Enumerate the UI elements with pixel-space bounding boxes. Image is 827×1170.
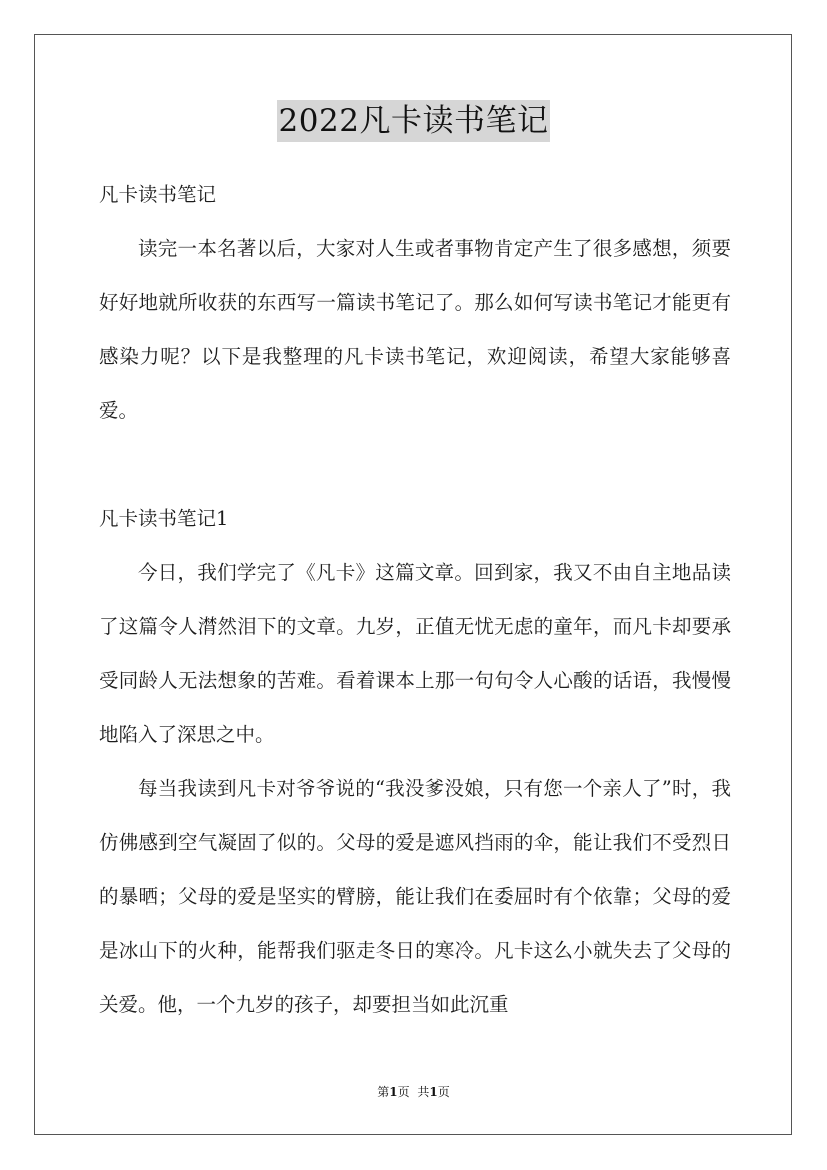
document-title: 2022凡卡读书笔记 [277,100,551,142]
section-spacer [99,438,731,492]
intro-heading: 凡卡读书笔记 [99,183,217,206]
total-prefix: 共 [417,1085,430,1099]
total-suffix: 页 [437,1085,450,1099]
document-body [99,168,731,1032]
section1-heading: 凡卡读书笔记1 [99,507,229,530]
title-container [0,100,827,142]
page-number: 1 [389,1085,398,1099]
page-total: 1 [429,1085,438,1099]
page-prefix: 第 [377,1085,390,1099]
page-footer [0,1083,827,1101]
section1-paragraph-1: 今日，我们学完了《凡卡》这篇文章。回到家，我又不由自主地品读了这篇令人潸然泪下的文章。九岁，正值无忧无虑的童年，而凡卡却要承受同龄人无法想象的苦难。看着课本上那一句句令人心酸的话语，我慢慢地陷入了深思之中。 [99,561,731,746]
page-suffix: 页 [397,1085,410,1099]
intro-paragraph: 读完一本名著以后，大家对人生或者事物肯定产生了很多感想，须要好好地就所收获的东西写一篇读书笔记了。那么如何写读书笔记才能更有感染力呢？以下是我整理的凡卡读书笔记，欢迎阅读，希望大家能够喜爱。 [99,237,731,422]
section1-paragraph-2: 每当我读到凡卡对爷爷说的“我没爹没娘，只有您一个亲人了”时，我仿佛感到空气凝固了似的。父母的爱是遮风挡雨的伞，能让我们不受烈日的暴晒；父母的爱是坚实的臂膀，能让我们在委屈时有个依靠；父母的爱是冰山下的火种，能帮我们驱走冬日的寒冷。凡卡这么小就失去了父母的关爱。他，一个九岁的孩子，却要担当如此沉重 [99,777,731,1016]
